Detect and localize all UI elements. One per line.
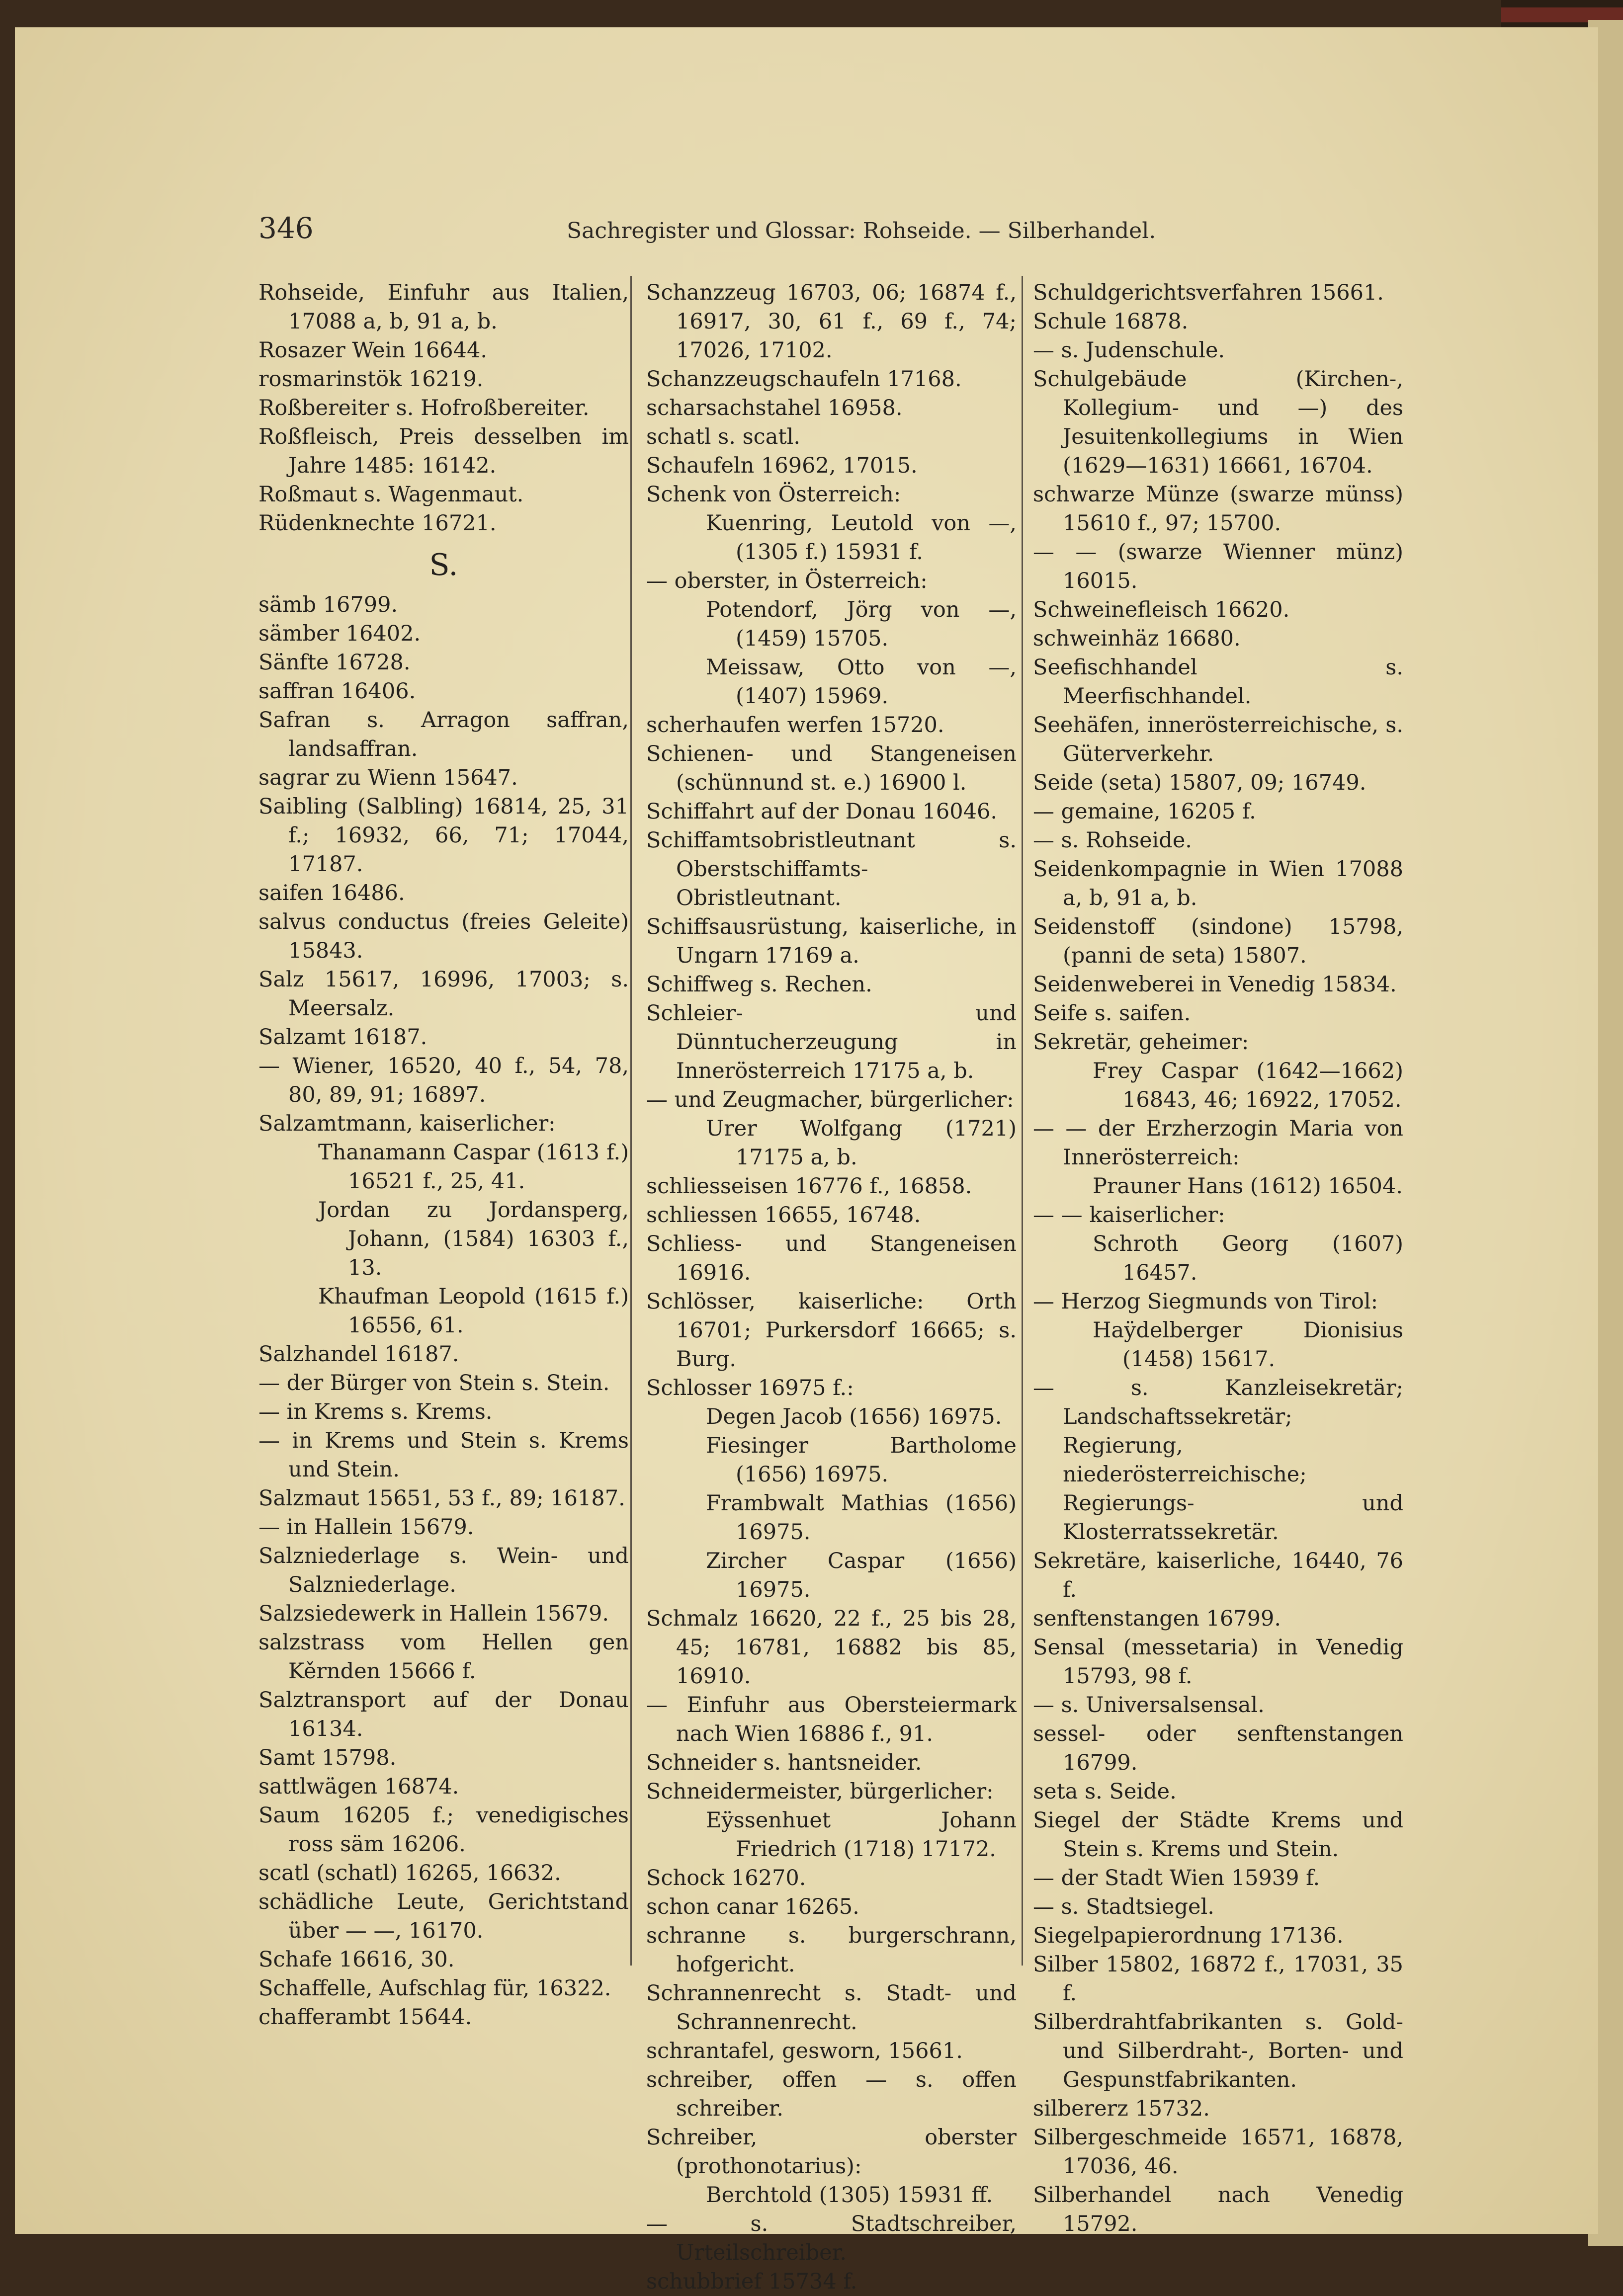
index-entry: Schlösser, kaiserliche: Orth 16701; Purkersdorf 16665; s. Burg.: [646, 1289, 1017, 1372]
index-entry: schatl s. scatl.: [646, 424, 801, 449]
index-entry: schwarze Münze (swarze münss) 15610 f., 97; 15700.: [1033, 482, 1403, 536]
index-entry: Salzhandel 16187.: [258, 1342, 459, 1367]
index-entry: Schiffweg s. Rechen.: [646, 972, 872, 997]
index-entry: Schaufeln 16962, 17015.: [646, 453, 918, 478]
index-entry: schliesseisen 16776 f., 16858.: [646, 1174, 972, 1199]
index-entry: Sänfte 16728.: [258, 650, 411, 675]
index-entry: Schneidermeister, bürgerlicher:: [646, 1779, 994, 1804]
index-subentry: Berchtold (1305) 15931 ff.: [706, 2183, 993, 2208]
index-entry: Sekretäre, kaiserliche, 16440, 76 f.: [1033, 1549, 1403, 1602]
index-entry: Roßfleisch, Preis desselben im Jahre 1485: 16142.: [258, 424, 629, 478]
index-entry: Salztransport auf der Donau 16134.: [258, 1688, 629, 1741]
index-subentry: Thanamann Caspar (1613 f.) 16521 f., 25, 41.: [318, 1140, 629, 1194]
index-entry: — s. Kanzleisekretär; Landschaftssekretär; Regierung, niederösterreichische; Regierungs- und Klosterratssekretär.: [1033, 1376, 1403, 1545]
index-entry: Rosazer Wein 16644.: [258, 338, 488, 363]
index-entry: Salz 15617, 16996, 17003; s. Meersalz.: [258, 967, 629, 1021]
index-entry: Samt 15798.: [258, 1745, 397, 1770]
index-entry: — s. Stadtsiegel.: [1033, 1894, 1214, 1919]
index-entry: — in Hallein 15679.: [258, 1515, 474, 1540]
index-entry: Roßmaut s. Wagenmaut.: [258, 482, 524, 507]
index-entry: Seide (seta) 15807, 09; 16749.: [1033, 770, 1367, 795]
index-entry: Safran s. Arragon saffran, landsaffran.: [258, 708, 629, 761]
index-subentry: Frambwalt Mathias (1656) 16975.: [706, 1491, 1017, 1545]
index-entry: — Herzog Siegmunds von Tirol:: [1033, 1289, 1378, 1314]
index-entry: Sekretär, geheimer:: [1033, 1030, 1249, 1055]
index-entry: — in Krems s. Krems.: [258, 1399, 493, 1424]
index-entry: Schmalz 16620, 22 f., 25 bis 28, 45; 16781, 16882 bis 85, 16910.: [646, 1606, 1017, 1689]
index-entry: Schuldgerichtsverfahren 15661.: [1033, 280, 1384, 305]
index-subentry: Potendorf, Jörg von —, (1459) 15705.: [706, 597, 1017, 651]
index-subentry: Jordan zu Jordansperg, Johann, (1584) 16303 f., 13.: [318, 1198, 629, 1280]
index-entry: Schock 16270.: [646, 1866, 806, 1890]
index-entry: Schafe 16616, 30.: [258, 1947, 455, 1972]
index-entry: — der Stadt Wien 15939 f.: [1033, 1866, 1320, 1890]
index-column-3: [1033, 278, 1403, 2238]
index-entry: — s. Universalsensal.: [1033, 1693, 1265, 1718]
index-entry: — der Bürger von Stein s. Stein.: [258, 1371, 610, 1395]
index-entry: Schreiber, oberster (prothonotarius):: [646, 2125, 1017, 2179]
index-entry: — s. Stadtschreiber, Urteilschreiber.: [646, 2212, 1017, 2265]
index-entry: Siegel der Städte Krems und Stein s. Krems und Stein.: [1033, 1808, 1403, 1862]
index-subentry: Zircher Caspar (1656) 16975.: [706, 1549, 1017, 1602]
index-entry: Saibling (Salbling) 16814, 25, 31 f.; 16932, 66, 71; 17044, 17187.: [258, 794, 629, 877]
index-subentry: Khaufman Leopold (1615 f.) 16556, 61.: [318, 1284, 629, 1338]
index-entry: Rohseide, Einfuhr aus Italien, 17088 a, b, 91 a, b.: [258, 280, 629, 334]
index-entry: Schanzzeug 16703, 06; 16874 f., 16917, 30, 61 f., 69 f., 74; 17026, 17102.: [646, 280, 1017, 363]
index-entry: Seidenstoff (sindone) 15798, (panni de seta) 15807.: [1033, 914, 1403, 968]
index-entry: Schanzzeugschaufeln 17168.: [646, 367, 962, 392]
index-entry: Salzmaut 15651, 53 f., 89; 16187.: [258, 1486, 625, 1511]
index-subentry: Urer Wolfgang (1721) 17175 a, b.: [706, 1116, 1017, 1170]
index-entry: Schleier- und Dünntucherzeugung in Innerösterreich 17175 a, b.: [646, 1001, 1017, 1083]
index-subentry: Kuenring, Leutold von —, (1305 f.) 15931 f.: [706, 511, 1017, 565]
index-entry: schädliche Leute, Gerichtstand über — —, 16170.: [258, 1889, 629, 1943]
index-entry: Schienen- und Stangeneisen (schünnund st. e.) 16900 l.: [646, 741, 1017, 795]
index-entry: chafferambt 15644.: [258, 2005, 472, 2030]
index-entry: — gemaine, 16205 f.: [1033, 799, 1256, 824]
index-entry: — — kaiserlicher:: [1033, 1203, 1225, 1228]
index-entry: schubbrief 15734 f.: [646, 2269, 857, 2294]
index-subentry: Degen Jacob (1656) 16975.: [706, 1404, 1002, 1429]
index-entry: Schaffelle, Aufschlag für, 16322.: [258, 1976, 611, 2001]
index-entry: salvus conductus (freies Geleite) 15843.: [258, 909, 629, 963]
index-entry: schweinhäz 16680.: [1033, 626, 1241, 651]
index-entry: — Einfuhr aus Obersteiermark nach Wien 16886 f., 91.: [646, 1693, 1017, 1746]
index-entry: Saum 16205 f.; venedigisches ross säm 16206.: [258, 1803, 629, 1857]
index-entry: — — der Erzherzogin Maria von Innerösterreich:: [1033, 1116, 1403, 1170]
index-entry: sämber 16402.: [258, 621, 421, 646]
index-entry: — — (swarze Wienner münz) 16015.: [1033, 540, 1403, 593]
index-entry: Roßbereiter s. Hofroßbereiter.: [258, 396, 590, 420]
index-entry: Schiffahrt auf der Donau 16046.: [646, 799, 997, 824]
index-entry: scherhaufen werfen 15720.: [646, 713, 944, 738]
index-subentry: Eÿssenhuet Johann Friedrich (1718) 17172.: [706, 1808, 1017, 1862]
index-entry: Silber 15802, 16872 f., 17031, 35 f.: [1033, 1952, 1403, 2006]
index-entry: saffran 16406.: [258, 679, 416, 704]
section-letter: S.: [429, 548, 458, 582]
index-entry: Seehäfen, innerösterreichische, s. Güterverkehr.: [1033, 713, 1403, 766]
index-entry: Schneider s. hantsneider.: [646, 1750, 922, 1775]
index-entry: Salzamt 16187.: [258, 1025, 427, 1050]
index-entry: Seefischhandel s. Meerfischhandel.: [1033, 655, 1403, 709]
index-entry: sattlwägen 16874.: [258, 1774, 459, 1799]
index-entry: sämb 16799.: [258, 592, 398, 617]
index-entry: Sensal (messetaria) in Venedig 15793, 98 f.: [1033, 1635, 1403, 1689]
index-entry: Schiffamtsobristleutnant s. Oberstschiffamts-Obristleutnant.: [646, 828, 1017, 910]
index-entry: Schweinefleisch 16620.: [1033, 597, 1290, 622]
index-entry: Silberdrahtfabrikanten s. Gold- und Silberdraht-, Borten- und Gespunstfabrikanten.: [1033, 2010, 1403, 2092]
index-entry: Silbergeschmeide 16571, 16878, 17036, 46.: [1033, 2125, 1403, 2179]
index-entry: — s. Rohseide.: [1033, 828, 1192, 853]
index-entry: sessel- oder senftenstangen 16799.: [1033, 1722, 1403, 1775]
index-entry: — in Krems und Stein s. Krems und Stein.: [258, 1428, 629, 1482]
index-entry: schon canar 16265.: [646, 1894, 859, 1919]
index-entry: Salzsiedewerk in Hallein 15679.: [258, 1601, 609, 1626]
index-entry: Seidenweberei in Venedig 15834.: [1033, 972, 1397, 997]
index-entry: schranne s. burgerschrann, hofgericht.: [646, 1923, 1017, 1977]
index-entry: Rüdenknechte 16721.: [258, 511, 497, 536]
index-entry: Schrannenrecht s. Stadt- und Schrannenrecht.: [646, 1981, 1017, 2035]
page-number: 346: [258, 211, 314, 245]
index-entry: Schiffsausrüstung, kaiserliche, in Ungarn 17169 a.: [646, 914, 1017, 968]
column-rule-2: [1022, 276, 1023, 1966]
index-entry: Schulgebäude (Kirchen-, Kollegium- und —) des Jesuitenkollegiums in Wien (1629—1631) 16661, 16704.: [1033, 367, 1403, 478]
index-entry: Schliess- und Stangeneisen 16916.: [646, 1231, 1017, 1285]
index-entry: Siegelpapierordnung 17136.: [1033, 1923, 1344, 1948]
index-entry: schliessen 16655, 16748.: [646, 1203, 921, 1228]
index-entry: rosmarinstök 16219.: [258, 367, 484, 392]
index-column-2: [646, 278, 1017, 2296]
index-entry: Silberhandel nach Venedig 15792.: [1033, 2183, 1403, 2236]
index-entry: silbererz 15732.: [1033, 2096, 1210, 2121]
index-subentry: Prauner Hans (1612) 16504.: [1093, 1174, 1403, 1199]
index-entry: salzstrass vom Hellen gen Kěrnden 15666 f.: [258, 1630, 629, 1684]
index-subentry: Haÿdelberger Dionisius (1458) 15617.: [1093, 1318, 1403, 1372]
index-entry: Schenk von Österreich:: [646, 482, 901, 507]
index-entry: — oberster, in Österreich:: [646, 569, 928, 593]
index-entry: Schule 16878.: [1033, 309, 1189, 334]
index-entry: Salzniederlage s. Wein- und Salzniederlage.: [258, 1544, 629, 1597]
index-entry: schreiber, offen — s. offen schreiber.: [646, 2067, 1017, 2121]
index-entry: scatl (schatl) 16265, 16632.: [258, 1861, 561, 1886]
column-rule-1: [630, 276, 632, 1966]
index-entry: — s. Judenschule.: [1033, 338, 1225, 363]
index-subentry: Schroth Georg (1607) 16457.: [1093, 1231, 1403, 1285]
index-subentry: Fiesinger Bartholome (1656) 16975.: [706, 1433, 1017, 1487]
index-entry: schrantafel, gesworn, 15661.: [646, 2039, 963, 2063]
index-entry: Seife s. saifen.: [1033, 1001, 1191, 1026]
index-entry: senftenstangen 16799.: [1033, 1606, 1281, 1631]
index-subentry: Frey Caspar (1642—1662) 16843, 46; 16922, 17052.: [1093, 1059, 1403, 1112]
index-entry: saifen 16486.: [258, 881, 405, 905]
index-column-1: [258, 278, 629, 2032]
index-entry: scharsachstahel 16958.: [646, 396, 903, 420]
index-entry: — und Zeugmacher, bürgerlicher:: [646, 1087, 1014, 1112]
index-entry: Salzamtmann, kaiserlicher:: [258, 1111, 556, 1136]
index-entry: seta s. Seide.: [1033, 1779, 1177, 1804]
index-subentry: Meissaw, Otto von —, (1407) 15969.: [706, 655, 1017, 709]
running-head: Sachregister und Glossar: Rohseide. — Silberhandel.: [567, 218, 1156, 244]
index-entry: Schlosser 16975 f.:: [646, 1376, 854, 1400]
index-entry: Seidenkompagnie in Wien 17088 a, b, 91 a, b.: [1033, 857, 1403, 910]
page-header: [258, 211, 1461, 251]
index-entry: sagrar zu Wienn 15647.: [258, 765, 518, 790]
index-entry: — Wiener, 16520, 40 f., 54, 78, 80, 89, 91; 16897.: [258, 1054, 629, 1107]
